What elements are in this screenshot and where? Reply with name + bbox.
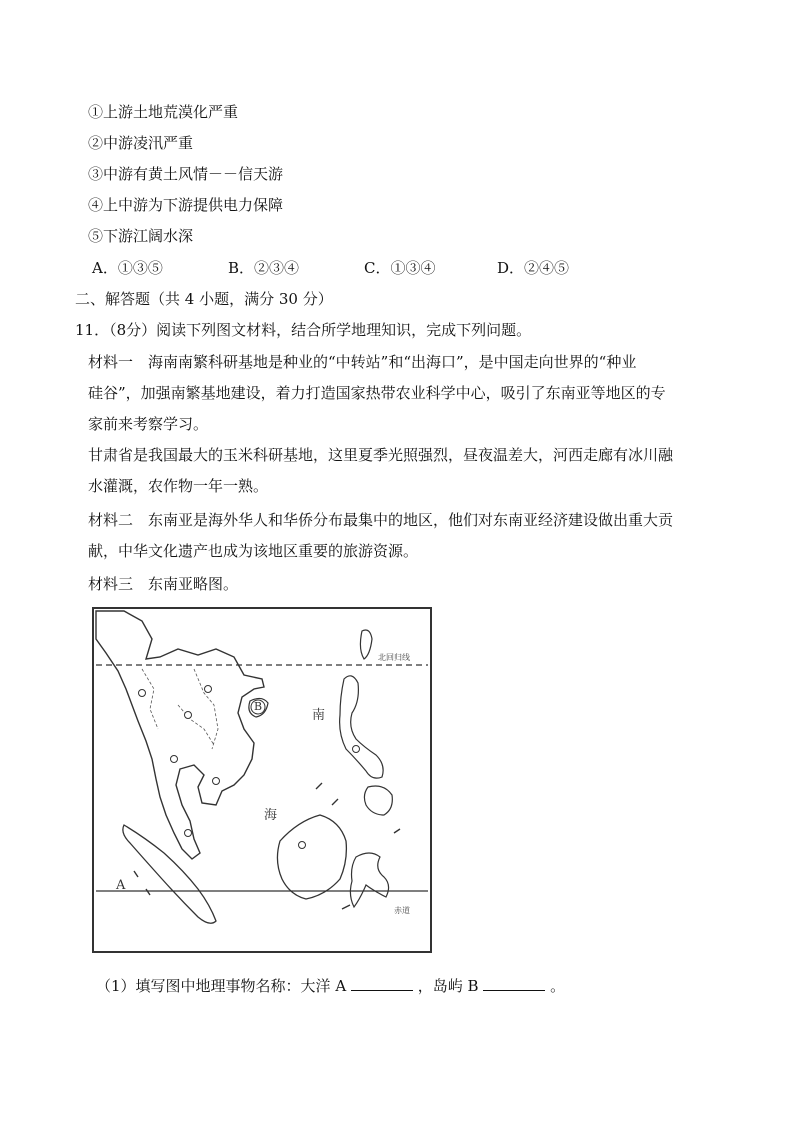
city-marker — [185, 712, 192, 719]
choice-d: D．②④⑤ — [497, 259, 570, 277]
country-borders — [142, 669, 218, 749]
mainland-outline — [96, 611, 264, 859]
small-islands — [134, 783, 400, 909]
island-b-label: B — [254, 700, 263, 713]
tropic-label: 北回归线 — [378, 653, 410, 662]
sub-question-1 — [96, 976, 565, 996]
sub-question-1-end: 。 — [550, 977, 566, 995]
taiwan-island — [360, 630, 372, 659]
sulawesi-island — [350, 853, 388, 907]
philippines-islands — [340, 676, 393, 815]
city-marker — [353, 746, 360, 753]
choice-a: A．①③⑤ — [92, 259, 163, 277]
sea-label-1: 南 — [312, 708, 326, 723]
material-1b-line-2: 水灌溉，农作物一年一熟。 — [88, 477, 269, 495]
city-marker — [171, 756, 178, 763]
material-3: 材料三 东南亚略图。 — [88, 575, 239, 593]
sub-question-1-mid: ，岛屿 B — [417, 977, 479, 995]
choice-c: C．①③④ — [364, 259, 436, 277]
choice-b: B．②③④ — [228, 259, 300, 277]
city-marker — [139, 690, 146, 697]
answer-blank-ocean-a[interactable] — [351, 976, 413, 991]
ocean-a-label: A — [116, 878, 126, 893]
option-2: ②中游凌汛严重 — [88, 134, 194, 152]
material-1-line-3: 家前来考察学习。 — [88, 415, 209, 433]
city-marker — [205, 686, 212, 693]
southeast-asia-map — [92, 607, 432, 953]
city-marker — [213, 778, 220, 785]
material-2-line-1: 材料二 东南亚是海外华人和华侨分布最集中的地区，他们对东南亚经济建设做出重大贡 — [88, 511, 674, 529]
sub-question-1-prefix: （1）填写图中地理事物名称：大洋 A — [96, 977, 347, 995]
material-2-line-2: 献，中华文化遗产也成为该地区重要的旅游资源。 — [88, 542, 419, 560]
question-stem: 11．（8分）阅读下列图文材料，结合所学地理知识，完成下列问题。 — [75, 321, 532, 339]
city-marker — [299, 842, 306, 849]
option-4: ④上中游为下游提供电力保障 — [88, 196, 284, 214]
option-3: ③中游有黄土风情－－信天游 — [88, 165, 284, 183]
option-1: ①上游土地荒漠化严重 — [88, 103, 239, 121]
option-5: ⑤下游江阔水深 — [88, 227, 194, 245]
material-1-line-1: 材料一 海南南繁科研基地是种业的“中转站”和“出海口”，是中国走向世界的“种业 — [88, 353, 637, 371]
answer-blank-island-b[interactable] — [483, 976, 545, 991]
material-1-line-2: 硅谷”，加强南繁基地建设，着力打造国家热带农业科学中心，吸引了东南亚等地区的专 — [88, 384, 666, 402]
material-1b-line-1: 甘肃省是我国最大的玉米科研基地，这里夏季光照强烈，昼夜温差大，河西走廊有冰川融 — [88, 446, 674, 464]
sea-label-2: 海 — [264, 808, 278, 823]
section-title: 二、解答题（共 4 小题，满分 30 分） — [75, 290, 333, 308]
borneo-island — [277, 815, 346, 899]
city-marker — [185, 830, 192, 837]
equator-label: 赤道 — [394, 906, 410, 915]
